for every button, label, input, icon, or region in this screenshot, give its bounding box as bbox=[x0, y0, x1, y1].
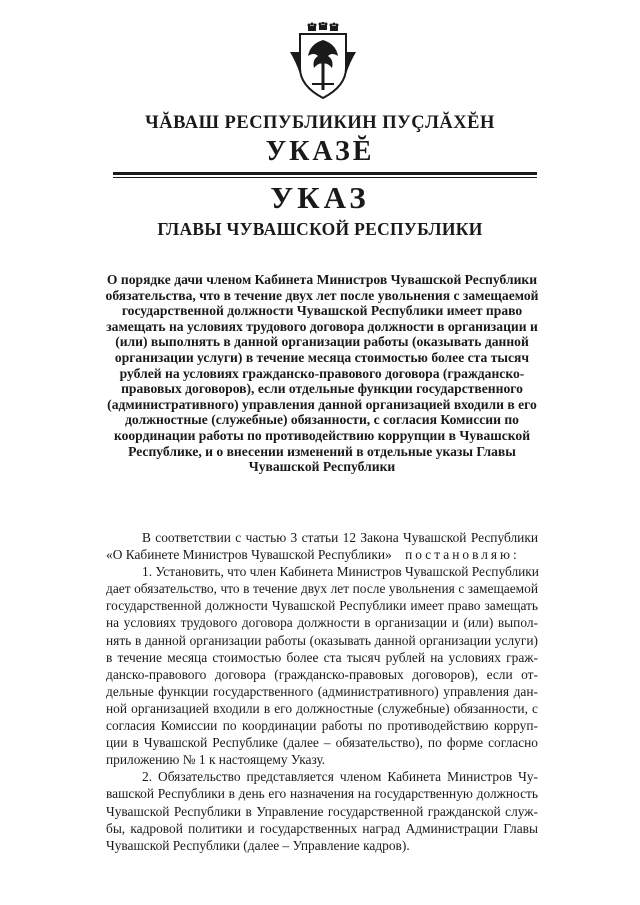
title-line: (административного) управления данной организацией входили в его bbox=[107, 396, 537, 412]
title-line: организации услуги) в течение месяца стоимостью более ста тысяч bbox=[114, 349, 530, 365]
paragraph-1-line: данско-правового договора (гражданско-правовых договоров), если от- bbox=[106, 666, 538, 682]
law-name: «О Кабинете Министров Чувашской Республики» bbox=[106, 547, 392, 563]
paragraph-1-line: государственной должности Чувашской Республики имеет право замещать bbox=[106, 598, 538, 614]
paragraph-1-line: приложению № 1 к настоящему Указу. bbox=[106, 752, 326, 768]
paragraph-2-line: бы, кадровой политики и государственных наград Администрации Главы bbox=[106, 820, 538, 836]
paragraph-2-line: 2. Обязательство представляется членом Кабинета Министров Чу- bbox=[142, 769, 538, 785]
paragraph-1-line: согласия Комиссии по координации работы по противодействию корруп- bbox=[106, 718, 538, 734]
title-line: замещать на условиях трудового договора должности в организации и bbox=[106, 318, 538, 334]
coat-of-arms-emblem bbox=[286, 22, 360, 102]
paragraph-1-line: на условиях трудового договора должности в организации и (или) выпол- bbox=[106, 615, 538, 631]
title-line: (или) выполнять в данной организации работы (оказывать данной bbox=[115, 334, 529, 350]
title-line: правовых договоров), если отдельные функции государственного bbox=[121, 381, 523, 397]
decree-word: УКАЗ bbox=[270, 180, 370, 215]
title-line: должностные (служебные) обязанности, с согласия Комиссии по bbox=[125, 412, 519, 428]
body-line: В соответствии с частью 3 статьи 12 Закона Чувашской Республики bbox=[142, 530, 538, 545]
title-line: О порядке дачи членом Кабинета Министров Чувашской Республики bbox=[106, 272, 538, 287]
paragraph-2-line: Чувашской Республики в Управление государственной гражданской служ- bbox=[106, 803, 538, 819]
title-line: рублей на условиях гражданско-правового договора (гражданско- bbox=[119, 365, 525, 381]
decree-title bbox=[104, 272, 540, 475]
title-line: Чувашской Республики bbox=[248, 459, 396, 475]
paragraph-1-line: 1. Установить, что член Кабинета Министров Чувашской Республики bbox=[142, 564, 539, 580]
title-line: координации работы по противодействию коррупции в Чувашской bbox=[113, 427, 531, 443]
paragraph-1-line: в течение месяца стоимостью более ста тысяч рублей на условиях граж- bbox=[106, 649, 538, 665]
paragraph-1-line: ной организацией входили в его должностные (служебные) обязанности, с bbox=[106, 700, 538, 716]
paragraph-1-line: ции в Чувашской Республике (далее – обязательство), по форме согласно bbox=[106, 735, 538, 751]
paragraph-2-line: вашской Республики в день его назначения на государственную должность bbox=[106, 786, 538, 802]
title-line: Республике, и о внесении изменений в отдельные указы Главы bbox=[128, 443, 516, 459]
chuvash-head-title: ЧĂВАШ РЕСПУБЛИКИН ПУÇЛĂХĔН bbox=[145, 113, 495, 133]
chuvash-decree-word: УКАЗĔ bbox=[265, 136, 375, 167]
title-line: обязательства, что в течение двух лет после увольнения с замещаемой bbox=[105, 287, 539, 303]
paragraph-1-line: дельные функции государственного (административного) управления дан- bbox=[106, 683, 538, 699]
title-line: государственной должности Чувашской Республики имеет право bbox=[121, 303, 523, 319]
paragraph-2-line: Чувашской Республики (далее – Управление кадров). bbox=[106, 837, 410, 853]
paragraph-1-line: дает обязательство, что в течение двух лет после увольнения с замещаемой bbox=[106, 581, 538, 597]
issuer-title: ГЛАВЫ ЧУВАШСКОЙ РЕСПУБЛИКИ bbox=[157, 219, 483, 239]
resolve-word: постановляю: bbox=[405, 547, 520, 563]
decree-body bbox=[106, 529, 538, 854]
paragraph-1-line: нять в данной организации работы (оказывать данной организации услуги) bbox=[106, 632, 538, 648]
body-line bbox=[106, 546, 538, 563]
header-divider-thin bbox=[113, 177, 537, 178]
header-divider-thick bbox=[113, 172, 537, 175]
